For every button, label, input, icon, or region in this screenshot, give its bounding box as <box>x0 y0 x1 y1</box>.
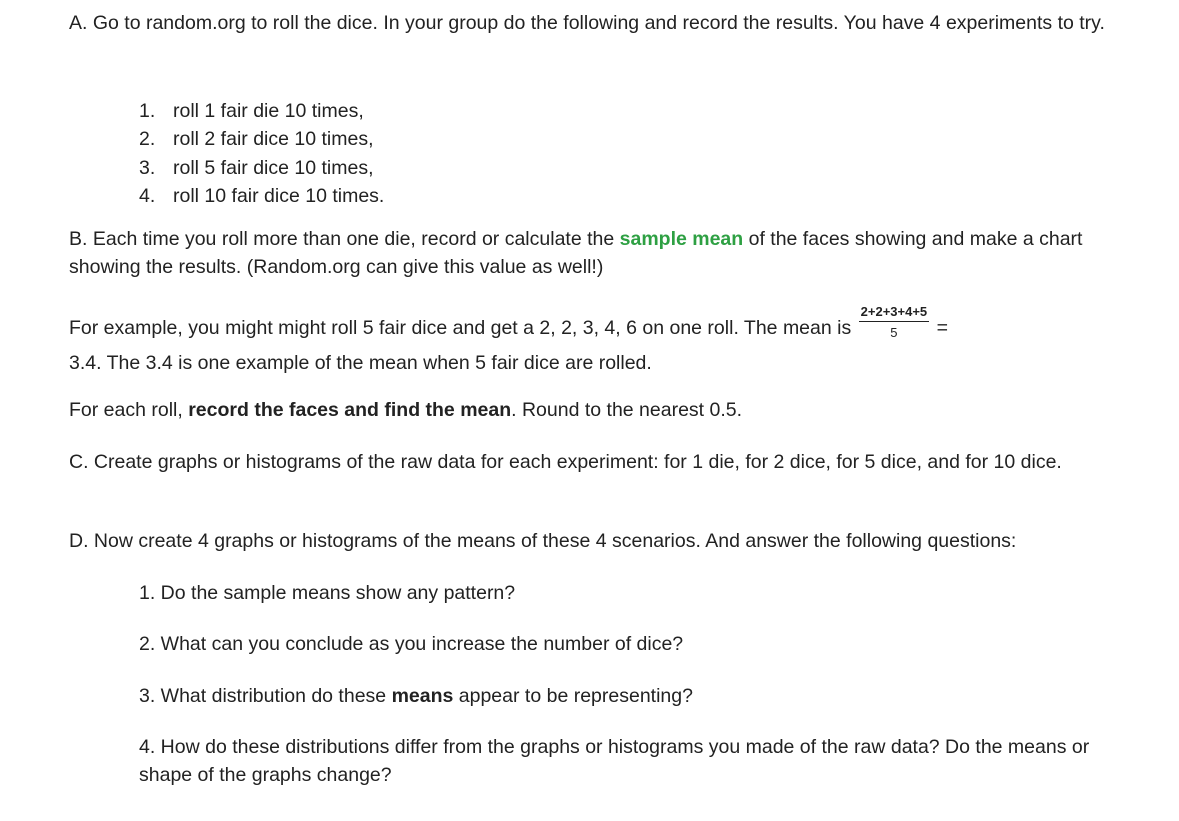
experiment-list <box>139 97 384 210</box>
example-paragraph: For example, you might might roll 5 fair dice and get a 2, 2, 3, 4, 6 on one roll. The mean is $\frac{2+2+3+4+5}{5}$ = 3.4. The 3.4 is one example of the mean when 5 fair dice are rolled. <box>69 304 948 374</box>
sample-mean-highlight: sample mean <box>619 228 744 250</box>
each-roll-instruction: For each roll, record the faces and find the mean. Round to the nearest 0.5. <box>69 399 743 421</box>
mean-fraction: $\frac{2+2+3+4+5}{5}$ <box>860 304 928 340</box>
section-c-text: C. Create graphs or histograms of the raw data for each experiment: for 1 die, for 2 dice, for 5 dice, and for 10 dice. <box>69 451 1062 473</box>
section-d-text: D. Now create 4 graphs or histograms of the means of these 4 scenarios. And answer the following questions: <box>69 530 1017 552</box>
question-3: 3. What distribution do these means appear to be representing? <box>139 685 693 707</box>
section-b-text: B. Each time you roll more than one die, record or calculate the sample mean of the faces showing and make a chart showing the results. (Random.org can give this value as well!) <box>69 228 1083 278</box>
question-1: 1. Do the sample means show any pattern? <box>139 582 516 604</box>
question-4: 4. How do these distributions differ from the graphs or histograms you made of the raw data? Do the means or shape of the graphs change? <box>139 736 1090 786</box>
list-item: 3. roll 5 fair dice 10 times, <box>139 156 374 179</box>
question-2: 2. What can you conclude as you increase the number of dice? <box>139 633 684 655</box>
list-item: 1. roll 1 fair die 10 times, <box>139 100 364 122</box>
list-item: 4. roll 10 fair dice 10 times. <box>139 184 385 207</box>
list-item: 2. roll 2 fair dice 10 times, <box>139 128 374 151</box>
section-a-text: A. Go to random.org to roll the dice. In your group do the following and record the results. You have 4 experiments to try. <box>69 12 1105 34</box>
